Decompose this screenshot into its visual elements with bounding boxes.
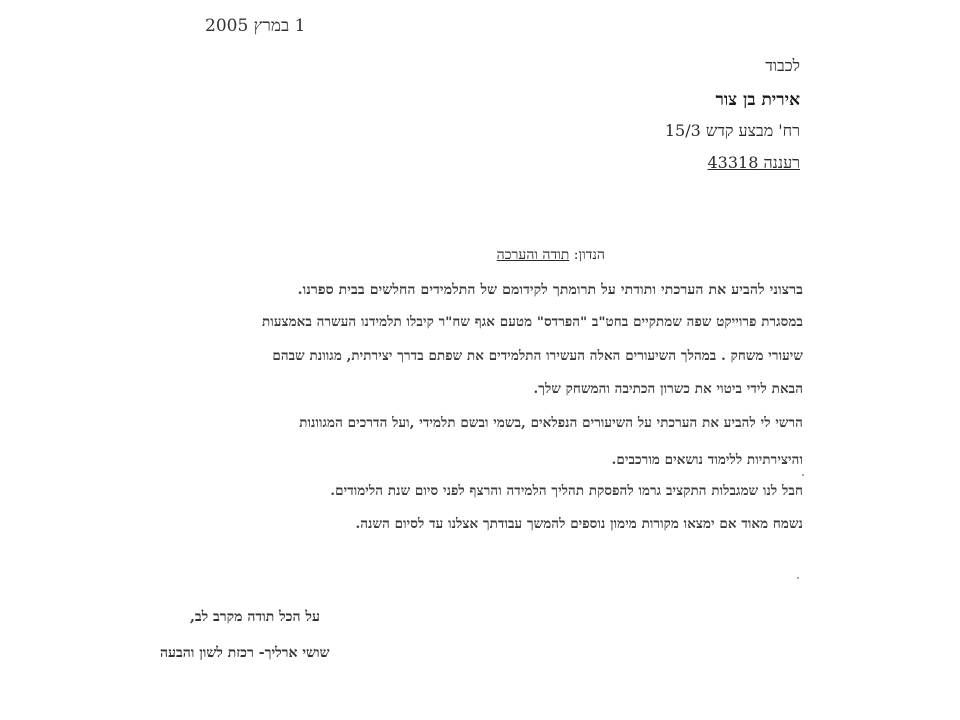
body-line-2: במסגרת פרוייקט שפה שמתקיים בחט"ב "הפרדס" מטעם אגף שח"ר קיבלו תלמידנו העשרה באמצעות bbox=[262, 314, 803, 330]
letter-date: 1 במרץ 2005 bbox=[205, 16, 306, 36]
subject-label: הנדון: bbox=[573, 247, 605, 263]
recipient-city: רעננה 43318 bbox=[707, 153, 800, 172]
body-line-3: שיעורי משחק . במהלך השיעורים האלה העשירו התלמידים את שפתם בדרך יצירתית, מגוונת שבהם bbox=[272, 348, 803, 364]
subject-title: תודה והערכה bbox=[496, 247, 570, 263]
closing-signature: שושי ארליך- רכזת לשון והבעה bbox=[160, 645, 330, 661]
body-line-5: הרשי לי להביע את הערכתי על השיעורים הנפלאים ,בשמי ובשם תלמידי ,ועל הדרכים המגוונות bbox=[299, 415, 803, 431]
recipient-street: רח' מבצע קדש 15/3 bbox=[664, 121, 800, 140]
closing-thanks: על הכל תודה מקרב לב, bbox=[190, 609, 320, 625]
recipient-city-line bbox=[300, 153, 800, 173]
body-line-6: והיצירתיות ללימוד נושאים מורכבים. bbox=[611, 452, 803, 468]
scan-speck bbox=[802, 474, 804, 476]
recipient-salutation: לכבוד bbox=[765, 56, 800, 75]
scan-speck bbox=[797, 577, 799, 579]
body-line-1: ברצוני להביע את הערכתי ותודתי על תרומתך לקידומם של התלמידים החלשים בבית ספרנו. bbox=[297, 282, 803, 298]
body-line-7: חבל לנו שמגבלות התקציב גרמו להפסקת תהליך הלמידה והרצף לפני סיום שנת הלימודים. bbox=[330, 483, 803, 499]
recipient-name: אירית בן צור bbox=[715, 90, 800, 110]
body-line-4: הבאת לידי ביטוי את כשרון הכתיבה והמשחק שלך. bbox=[533, 381, 803, 397]
subject-line bbox=[497, 247, 605, 264]
body-line-8: נשמח מאוד אם ימצאו מקורות מימון נוספים להמשך עבודתך אצלנו עד לסיום השנה. bbox=[355, 516, 803, 532]
